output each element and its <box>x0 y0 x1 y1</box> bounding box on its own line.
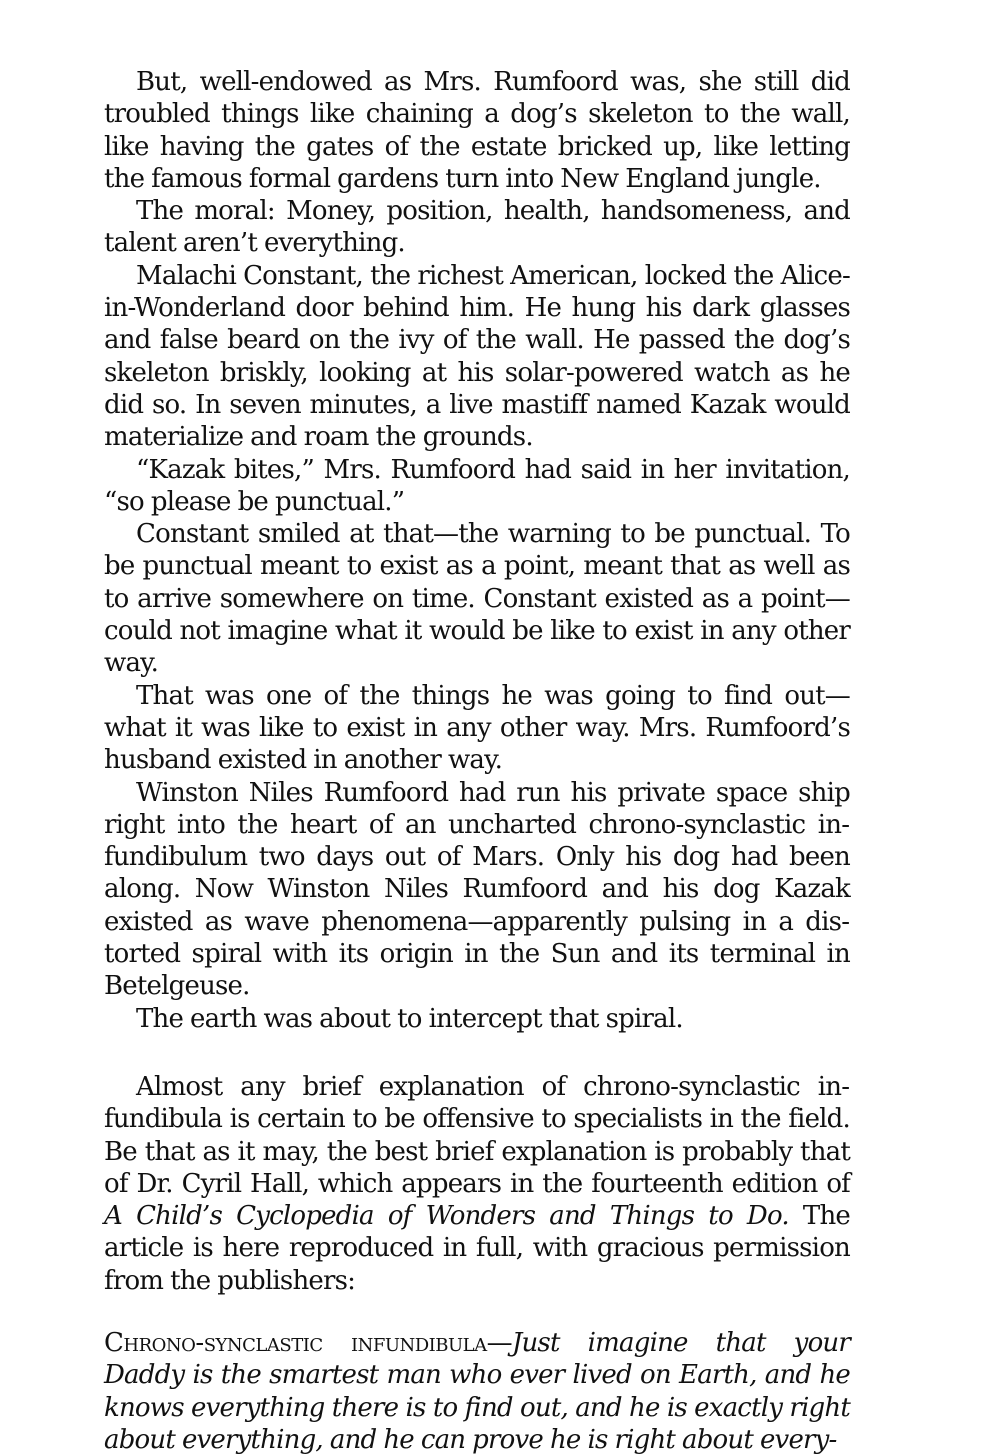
encyclopedia-entry <box>104 1327 850 1456</box>
entry-heading: Chrono-synclastic infundibula <box>104 1327 487 1358</box>
book-page <box>104 66 850 1456</box>
paragraph: That was one of the things he was going to find out—what it was like to exist in any other way. Mrs. Rumfoord’s husband existed in another way. <box>104 680 850 776</box>
entry-dash: — <box>486 1327 512 1358</box>
paragraph: But, well-endowed as Mrs. Rumfoord was, she still did troubled things like chaining a dog’s skeleton to the wall, like having the gates of the estate bricked up, like letting the famous formal gardens turn into New England jungle. <box>104 67 850 194</box>
paragraph: Malachi Constant, the richest American, locked the Alice-in-Wonderland door behind him. He hung his dark glasses and false beard on the ivy of the wall. He passed the dog’s skeleton briskly, looking at his solar-powered watch as he did so. In seven minutes, a live mastiff named Kazak would materialize and roam the grounds. <box>104 260 850 453</box>
paragraph: “Kazak bites,” Mrs. Rumfoord had said in her invitation, “so please be punctual.” <box>104 454 850 517</box>
book-title: A Child’s Cyclopedia of Wonders and Things to Do. <box>104 1201 789 1232</box>
paragraph: The earth was about to intercept that spiral. <box>136 1003 683 1034</box>
entry-body: Just imagine that your Daddy is the smartest man who ever lived on Earth, and he knows everything there is to find out, and he is exactly right about everything, and he can prove he is right about every- <box>104 1327 850 1455</box>
intro-text-continued: The article is here reproduced in full, with gracious permission from the publishers: <box>104 1201 850 1296</box>
paragraph: Constant smiled at that—the warning to be punctual. To be punctual meant to exist as a point, meant that as well as to arrive somewhere on time. Constant existed as a point—could not imagine what it would be like to exist in any other way. <box>104 519 850 679</box>
section-break <box>104 1297 850 1327</box>
section-break <box>104 1035 850 1071</box>
paragraph: The moral: Money, position, health, handsomeness, and talent aren’t everything. <box>104 196 850 259</box>
intro-text: Almost any brief explanation of chrono-synclastic infundibula is certain to be offensive to specialists in the field. Be that as it may, the best brief explanation is probably that of Dr. Cyril Hall, which appears in the fourteenth edition of <box>104 1071 850 1199</box>
intro-paragraph <box>104 1071 850 1297</box>
paragraph: Winston Niles Rumfoord had run his private space ship right into the heart of an uncharted chrono-synclastic infundibulum two days out of Mars. Only his dog had been along. Now Winston Niles Rumfoord and his dog Kazak existed as wave phenomena—apparently pulsing in a distorted spiral with its origin in the Sun and its terminal in Betelgeuse. <box>104 777 850 1002</box>
